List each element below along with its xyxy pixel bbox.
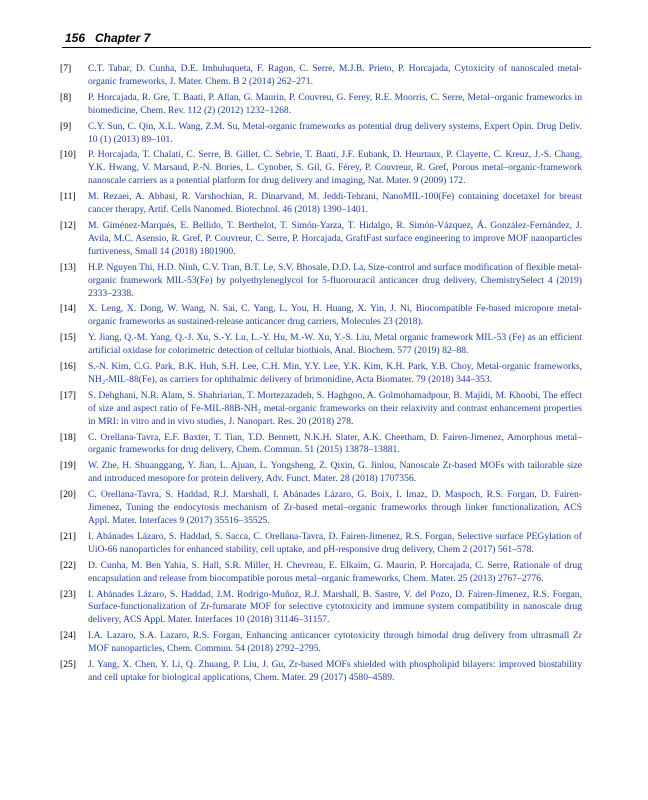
reference-number: [24] (60, 630, 76, 642)
reference-item (60, 92, 582, 118)
reference-citation[interactable]: C. Orellana-Tavra, S. Haddad, R.J. Marshall, I. Abánades Lázaro, G. Boix, I. Imaz, D. Maspoch, R.S. Forgan, D. Fairen-Jimenez, Tuning the endocytosis mechanism of Zr-based metal–organic frameworks through linker functionalization, ACS Appl. Mater. Interfaces 9 (2017) 35516–35525. (88, 489, 582, 526)
reference-item (60, 589, 582, 628)
reference-item (60, 531, 582, 557)
reference-number: [25] (60, 659, 76, 671)
reference-number: [8] (60, 91, 72, 103)
reference-citation[interactable]: P. Horcajada, R. Gre, T. Baati, P. Allan, G. Maurin, P. Couvreu, G. Ferey, R.E. Moorris, C. Serre, Metal–organic frameworks in biomedicine, Chem. Rev. 112 (2) (2012) 1232–1268. (88, 91, 582, 116)
reference-item (60, 303, 582, 329)
reference-item (60, 489, 582, 528)
reference-citation[interactable]: I.A. Lazaro, S.A. Lazaro, R.S. Forgan, Enhancing anticancer cytotoxicity through bimodal drug delivery from ultrasmall Zr MOF nanoparticles, Chem. Commun. 54 (2018) 2792–2795. (88, 630, 582, 655)
reference-item (60, 630, 582, 656)
reference-citation[interactable]: P. Horcajada, T. Chalati, C. Serre, B. Gillet, C. Sebrie, T. Baati, J.F. Eubank, D. Heurtaux, P. Clayette, C. Kreuz, J.-S. Chang, Y.K. Hwang, V. Marsaud, P.-N. Bories, L. Cynober, S. Gil, G. Férey, P. Couvreur, R. Gref, Porous metal–organic-framework nanoscale carriers as a potential platform for drug delivery and imaging, Nat. Mater. 9 (2009) 172. (88, 149, 582, 187)
reference-citation[interactable]: D. Cunha, M. Ben Yahia, S. Hall, S.R. Miller, H. Chevreau, E. Elkaïm, G. Maurin, P. Horcajada, C. Serre, Rationale of drug encapsulation and release from biocompatible porous metal–organic frameworks, Chem. Mater. 25 (2013) 2767–2776. (88, 559, 582, 584)
reference-item (60, 191, 582, 217)
reference-item (60, 121, 582, 147)
reference-citation[interactable]: M. Giménez-Marqués, E. Bellido, T. Berthelot, T. Simón-Yarza, T. Hidalgo, R. Simón-Vázquez, Á. González-Fernández, J. Avila, M.C. Asensio, R. Gref, P. Couvreur, C. Serre, P. Horcajada, GraftFast surface engineering to improve MOF nanoparticles furtiveness, Small 14 (2018) 1801900. (88, 219, 582, 257)
reference-number: [14] (60, 303, 76, 315)
reference-citation[interactable]: I. Abánades Lázaro, S. Haddad, S. Sacca, C. Orellana-Tavra, D. Fairen-Jimenez, R.S. Forgan, Selective surface PEGylation of UiO-66 nanoparticles for enhanced stability, cell uptake, and pH-responsive drug delivery, Chem 2 (2017) 561–578. (88, 530, 582, 555)
reference-number: [13] (60, 261, 76, 273)
reference-citation[interactable]: C.T. Tabar, D. Cunha, D.E. Imbuluqueta, F. Ragon, C. Serre, M.J.B. Prieto, P. Horcajada, Cytoxicity of nanoscaled metal-organic frameworks, J. Mater. Chem. B 2 (2014) 262–271. (88, 63, 582, 87)
reference-number: [15] (60, 332, 76, 344)
reference-number: [10] (60, 149, 76, 161)
reference-number: [9] (60, 120, 72, 132)
reference-citation[interactable]: W. Zhe, H. Shuanggang, Y. Jian, L. Ajuan, L. Yongsheng, Z. Qixin, G. Jinlou, Nanoscale Zr-based MOFs with tailorable size and introduced mesopore for protein delivery, Adv. Funct. Mater. 28 (2018) 1707356. (88, 460, 582, 485)
reference-number: [16] (60, 361, 76, 373)
reference-citation[interactable]: X. Leng, X. Dong, W. Wang, N. Sai, C. Yang, L. You, H. Huang, X. Yin, J. Ni, Biocompatible Fe-based micropore metal-organic frameworks as sustained-release anticancer drug carriers, Molecules 23 (2018). (88, 303, 582, 328)
reference-number: [18] (60, 431, 76, 443)
reference-citation[interactable]: I. Abánades Lázaro, S. Haddad, J.M. Rodrigo-Muñoz, R.J. Marshall, B. Sastre, V. del Pozo, D. Fairen-Jimenez, R.S. Forgan, Surface-functionalization of Zr-fumarate MOF for selective cytotoxicity and immune system compatibility in nanoscale drug delivery, ACS Appl. Mater. Interfaces 10 (2018) 31146–31157. (88, 588, 582, 626)
reference-citation[interactable]: S.-N. Kim, C.G. Park, B.K. Huh, S.H. Lee, C.H. Min, Y.Y. Lee, Y.K. Kim, K.H. Park, Y.B. Choy, Metal-organic frameworks, NH₂-MIL-88(Fe), as carriers for ophthalmic delivery of brimonidine, Acta Biomater. 79 (2018) 344–353. (88, 361, 582, 385)
reference-number: [19] (60, 460, 76, 472)
reference-item (60, 63, 582, 89)
reference-item (60, 432, 582, 458)
reference-item (60, 361, 582, 387)
reference-item (60, 390, 582, 429)
reference-citation[interactable]: S. Dehghani, N.R. Alam, S. Shahriarian, T. Mortezazadeh, S. Haghgoo, A. Golmohamadpour, B. Majidi, M. Khoobi, The effect of size and aspect ratio of Fe-MIL-88B-NH₂ metal-organic frameworks on their relaxivity and contrast enhancement properties in MRI: in vitro and in vivo studies, J. Nanopart. Res. 20 (2018) 278. (88, 389, 582, 427)
reference-item (60, 262, 582, 301)
reference-item (60, 149, 582, 188)
running-header (62, 29, 591, 48)
reference-citation[interactable]: Y. Jiang, Q.-M. Yang, Q.-J. Xu, S.-Y. Lu, L.-Y. Hu, M.-W. Xu, Y.-S. Liu, Metal organic framework MIL-53 (Fe) as an efficient artificial oxidase for colorimetric detection of cellular biothiols, Anal. Biochem. 577 (2019) 82–88. (88, 332, 582, 357)
reference-citation[interactable]: J. Yang, X. Chen, Y. Li, Q. Zhuang, P. Liu, J. Gu, Zr-based MOFs shielded with phospholipid bilayers: improved biostability and cell uptake for biological applications, Chem. Mater. 29 (2017) 4580–4589. (88, 659, 582, 683)
chapter-title: Chapter 7 (95, 31, 151, 45)
reference-number: [17] (60, 389, 76, 401)
reference-number: [11] (60, 191, 76, 203)
reference-number: [20] (60, 489, 76, 501)
reference-item (60, 220, 582, 259)
reference-number: [23] (60, 588, 76, 600)
reference-item (60, 659, 582, 685)
reference-citation[interactable]: M. Rezaei, A. Abbasi, R. Varshochian, R. Dinarvand, M. Jeddi-Tehrani, NanoMIL-100(Fe) containing docetaxel for breast cancer therapy, Artif. Cells Nanomed. Biotechnol. 46 (2018) 1390–1401. (88, 191, 582, 216)
reference-citation[interactable]: C. Orellana-Tavra, E.F. Baxter, T. Tian, T.D. Bennett, N.K.H. Slater, A.K. Cheetham, D. Fairen-Jimenez, Amorphous metal–organic frameworks for drug delivery, Chem. Commun. 51 (2015) 13878–13881. (88, 431, 582, 456)
reference-citation[interactable]: C.Y. Sun, C. Qin, X.L. Wang, Z.M. Su, Metal-organic frameworks as potential drug delivery systems, Expert Opin. Drug Deliv. 10 (1) (2013) 89–101. (88, 120, 582, 145)
reference-citation[interactable]: H.P. Nguyen Thi, H.D. Ninh, C.V. Tran, B.T. Le, S.V. Bhosale, D.D. La, Size-control and surface modification of flexible metal-organic framework MIL-53(Fe) by polyethyleneglycol for 5-fluorouracil anticancer drug delivery, ChemistrySelect 4 (2019) 2333–2338. (88, 261, 582, 299)
reference-item (60, 332, 582, 358)
reference-number: [21] (60, 530, 76, 542)
reference-list (60, 63, 582, 688)
reference-number: [12] (60, 219, 76, 231)
page-number: 156 (65, 31, 86, 45)
reference-number: [22] (60, 559, 76, 571)
reference-item (60, 460, 582, 486)
reference-number: [7] (60, 63, 72, 74)
reference-item (60, 560, 582, 586)
